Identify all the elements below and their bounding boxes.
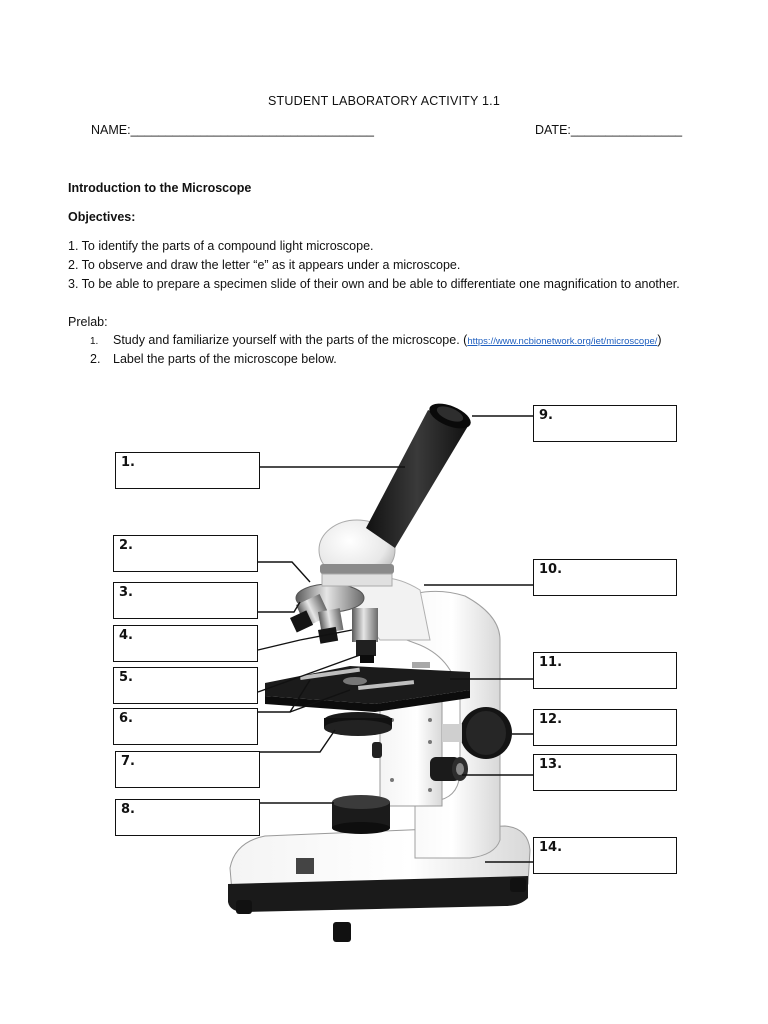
label-box-8[interactable]: 8. [115, 799, 260, 836]
light-source-shape [332, 795, 390, 834]
objective-item: 2. To observe and draw the letter “e” as it appears under a microscope. [68, 258, 461, 272]
label-box-2[interactable]: 2. [113, 535, 258, 572]
label-box-1[interactable]: 1. [115, 452, 260, 489]
label-box-9[interactable]: 9. [533, 405, 677, 442]
objective-item: 1. To identify the parts of a compound light microscope. [68, 239, 374, 253]
prelab-item-number: 2. [90, 352, 101, 366]
microscope-link[interactable]: https://www.ncbionetwork.org/iet/microscope/ [467, 336, 658, 347]
prelab-item-suffix: ) [657, 333, 662, 347]
objectives-heading: Objectives: [68, 210, 136, 224]
label-box-4[interactable]: 4. [113, 625, 258, 662]
eyepiece-shape [366, 398, 474, 548]
label-box-10[interactable]: 10. [533, 559, 677, 596]
objective-item: 3. To be able to prepare a specimen slide of their own and be able to differentiate one magnification to another. [68, 277, 680, 291]
label-box-7[interactable]: 7. [115, 751, 260, 788]
label-box-14[interactable]: 14. [533, 837, 677, 874]
label-box-3[interactable]: 3. [113, 582, 258, 619]
coarse-knob-shape [442, 707, 512, 759]
prelab-item-number: 1. [90, 336, 99, 347]
date-field[interactable]: DATE:________________ [535, 123, 683, 137]
label-box-5[interactable]: 5. [113, 667, 258, 704]
label-box-11[interactable]: 11. [533, 652, 677, 689]
fine-knob-shape [430, 757, 468, 781]
label-box-12[interactable]: 12. [533, 709, 677, 746]
name-field[interactable]: NAME:___________________________________ [91, 123, 374, 137]
prelab-heading: Prelab: [68, 315, 108, 329]
prelab-item-text: Label the parts of the microscope below. [113, 352, 337, 366]
activity-title: STUDENT LABORATORY ACTIVITY 1.1 [268, 94, 500, 108]
label-box-13[interactable]: 13. [533, 754, 677, 791]
intro-heading: Introduction to the Microscope [68, 181, 252, 195]
label-box-6[interactable]: 6. [113, 708, 258, 745]
prelab-item-text: Study and familiarize yourself with the parts of the microscope. ( [113, 333, 468, 347]
